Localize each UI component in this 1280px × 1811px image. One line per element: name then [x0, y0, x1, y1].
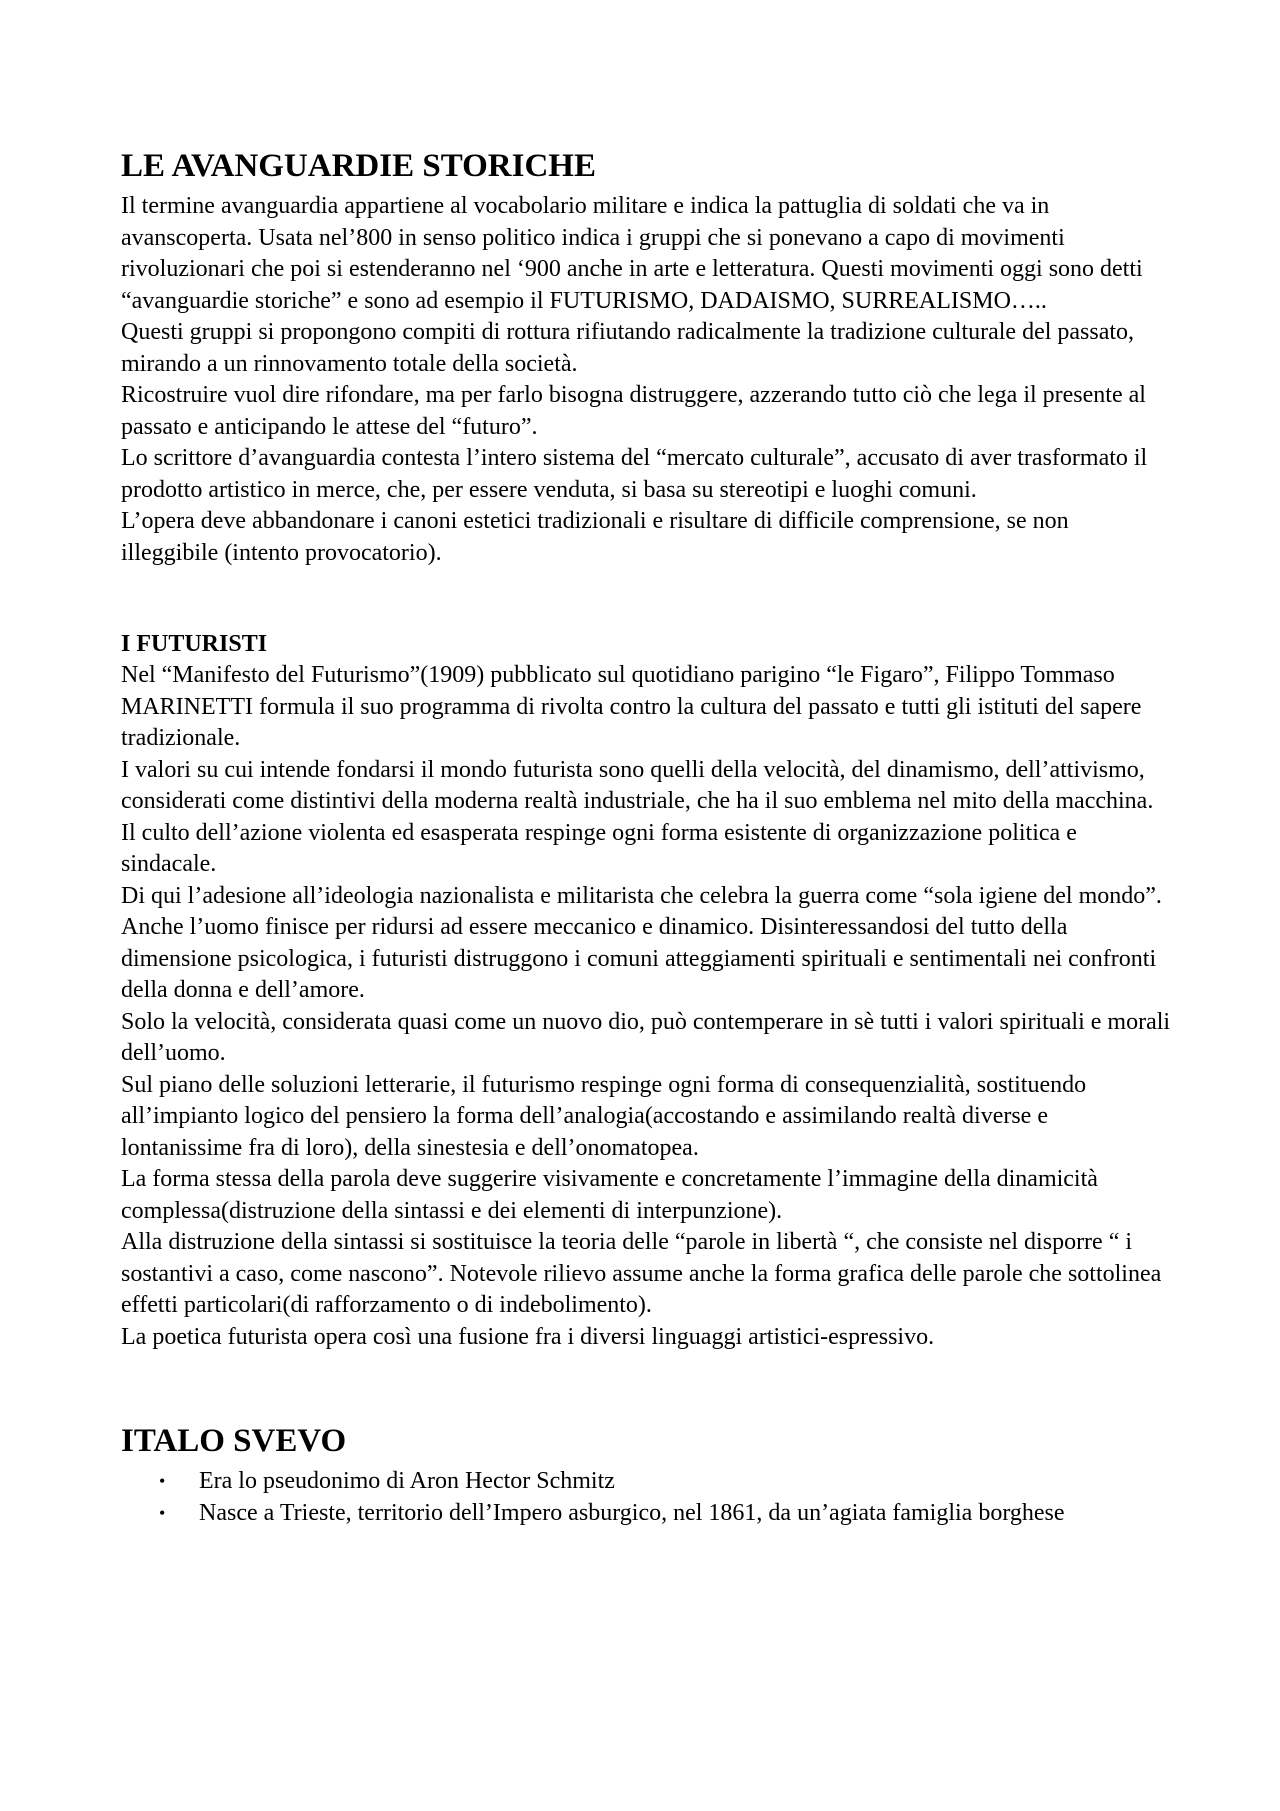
spacer: [121, 569, 1171, 629]
spacer: [121, 1353, 1171, 1425]
paragraph-avanguardie-3: Ricostruire vuol dire rifondare, ma per farlo bisogna distruggere, azzerando tutto ciò che lega il presente al passato e anticipando le attese del “futuro”.: [121, 382, 1146, 440]
svevo-bullet-list: [121, 1466, 1171, 1529]
paragraph-avanguardie-1: Il termine avanguardia appartiene al vocabolario militare e indica la pattuglia di soldati che va in avanscoperta. Usata nel’800 in senso politico indica i gruppi che si ponevano a capo di movimenti rivoluzionari che poi si estenderanno nel ‘900 anche in arte e letteratura. Questi movimenti oggi sono detti “avanguardie storiche” e sono ad esempio il FUTURISMO, DADAISMO, SURREALISMO…..: [121, 193, 1143, 314]
paragraph-futuristi-2: I valori su cui intende fondarsi il mondo futurista sono quelli della velocità, del dinamismo, dell’attivismo, considerati come distintivi della moderna realtà industriale, che ha il suo emblema nel mito della macchina.: [121, 756, 1154, 814]
heading-italo-svevo: ITALO SVEVO: [121, 1423, 347, 1459]
list-item: [121, 1498, 1171, 1530]
section-italo-svevo: [121, 1425, 1171, 1529]
paragraph-futuristi-8: La forma stessa della parola deve suggerire visivamente e concretamente l’immagine della dinamicità complessa(distruzione della sintassi e dei elementi di interpunzione).: [121, 1166, 1098, 1224]
paragraph-futuristi-9: Alla distruzione della sintassi si sostituisce la teoria delle “parole in libertà “, che consiste nel disporre “ i sostantivi a caso, come nascono”. Notevole rilievo assume anche la forma grafica delle parole che sottolinea effetti particolari(di rafforzamento o di indebolimento).: [121, 1229, 1162, 1318]
section-avanguardie: [121, 150, 1171, 569]
heading-i-futuristi: I FUTURISTI: [121, 631, 268, 657]
section-futuristi: [121, 629, 1171, 1353]
paragraph-futuristi-3: Il culto dell’azione violenta ed esasperata respinge ogni forma esistente di organizzazione politica e sindacale.: [121, 819, 1077, 877]
paragraph-avanguardie-2: Questi gruppi si propongono compiti di rottura rifiutando radicalmente la tradizione culturale del passato, mirando a un rinnovamento totale della società.: [121, 319, 1135, 377]
paragraph-futuristi-7: Sul piano delle soluzioni letterarie, il futurismo respinge ogni forma di consequenzialità, sostituendo all’impianto logico del pensiero la forma dell’analogia(accostando e assimilando realtà diverse e lontanissime fra di loro), della sinestesia e dell’onomatopea.: [121, 1071, 1087, 1161]
list-item-text: Nasce a Trieste, territorio dell’Impero asburgico, nel 1861, da un’agiata famiglia borghese: [199, 1499, 1065, 1526]
paragraph-avanguardie-4: Lo scrittore d’avanguardia contesta l’intero sistema del “mercato culturale”, accusato di aver trasformato il prodotto artistico in merce, che, per essere venduta, si basa su stereotipi e luoghi comuni.: [121, 445, 1148, 503]
paragraph-futuristi-1: Nel “Manifesto del Futurismo”(1909) pubblicato sul quotidiano parigino “le Figaro”, Filippo Tommaso MARINETTI formula il suo programma di rivolta contro la cultura del passato e tutti gli istituti del sapere tradizionale.: [121, 662, 1142, 751]
document-page: [121, 150, 1171, 1529]
paragraph-avanguardie-5: L’opera deve abbandonare i canoni estetici tradizionali e risultare di difficile comprensione, se non illeggibile (intento provocatorio).: [121, 508, 1069, 566]
heading-avanguardie-storiche: LE AVANGUARDIE STORICHE: [121, 148, 596, 184]
bullet-icon: •: [159, 1471, 166, 1491]
list-item-text: Era lo pseudonimo di Aron Hector Schmitz: [199, 1468, 615, 1494]
paragraph-futuristi-5: Anche l’uomo finisce per ridursi ad essere meccanico e dinamico. Disinteressandosi del tutto della dimensione psicologica, i futuristi distruggono i comuni atteggiamenti spirituali e sentimentali nei confronti della donna e dell’amore.: [121, 914, 1157, 1003]
paragraph-futuristi-6: Solo la velocità, considerata quasi come un nuovo dio, può contemperare in sè tutti i valori spirituali e morali dell’uomo.: [121, 1008, 1171, 1066]
list-item: [121, 1466, 1171, 1498]
bullet-icon: •: [159, 1502, 166, 1523]
paragraph-futuristi-4: Di qui l’adesione all’ideologia nazionalista e militarista che celebra la guerra come “sola igiene del mondo”.: [121, 882, 1162, 909]
paragraph-futuristi-10: La poetica futurista opera così una fusione fra i diversi linguaggi artistici-espressivo.: [121, 1323, 935, 1350]
